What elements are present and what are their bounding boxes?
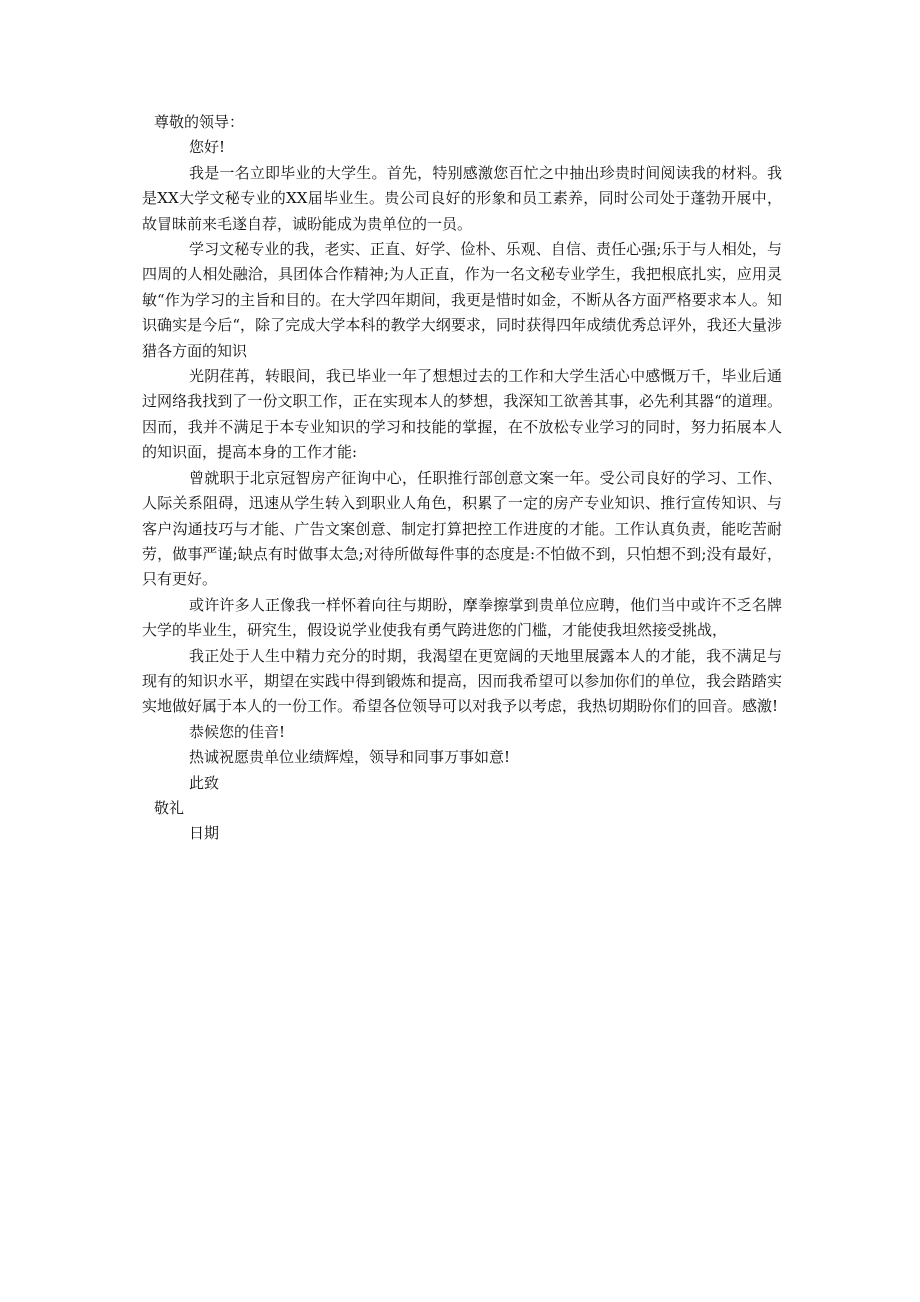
closing-regards: 敬礼 [154, 798, 185, 817]
paragraph-intro: 我是一名立即毕业的大学生。首先，特别感激您百忙之中抽出珍贵时间阅读我的材料。我是XX大学文秘专业的XX届毕业生。贵公司良好的形象和员工素养，同时公司处于蓬勃开展中，故冒昧前来毛遂自荐，诚盼能成为贵单位的一员。 [142, 163, 782, 233]
date-label: 日期 [189, 824, 220, 843]
greeting: 您好! [189, 138, 226, 157]
paragraph-competition: 或许许多人正像我一样怀着向往与期盼，摩拳擦掌到贵单位应聘，他们当中或许不乏名牌大学的毕业生，研究生，假设说学业使我有勇气跨进您的门槛，才能使我坦然接受挑战， [142, 595, 782, 640]
closing-wishes: 热诚祝愿贵单位业绩辉煌，领导和同事万事如意! [189, 748, 511, 767]
letter-body [142, 110, 782, 847]
paragraph-study: 学习文秘专业的我，老实、正直、好学、俭朴、乐观、自信、责任心强;乐于与人相处，与四周的人相处融洽，具团体合作精神;为人正直，作为一名文秘专业学生，我把根底扎实，应用灵敏“作为学习的主旨和目的。在大学四年期间，我更是惜时如金，不断从各方面严格要求本人。知识确实是今后“，除了完成大学本科的教学大纲要求，同时获得四年成绩优秀总评外，我还大量涉猎各方面的知识 [142, 240, 782, 360]
salutation: 尊敬的领导： [154, 113, 245, 131]
closing-cizhi: 此致 [189, 773, 220, 792]
paragraph-graduation: 光阴荏苒，转眼间，我已毕业一年了想想过去的工作和大学生活心中感慨万千，毕业后通过网络我找到了一份文职工作，正在实现本人的梦想，我深知工欲善其事，必先利其器“的道理。因而，我并不满足于本专业知识的学习和技能的掌握，在不放松专业学习的同时，努力拓展本人的知识面，提高本身的工作才能: [142, 367, 782, 462]
paragraph-aspiration: 我正处于人生中精力充分的时期，我渴望在更宽阔的天地里展露本人的才能，我不满足与现有的知识水平，期望在实践中得到锻炼和提高，因而我希望可以参加你们的单位，我会踏踏实实地做好属于本人的一份工作。希望各位领导可以对我予以考虑，我热切期盼你们的回音。感激! [142, 646, 782, 716]
paragraph-experience: 曾就职于北京冠智房产征询中心，任职推行部创意文案一年。受公司良好的学习、工作、人际关系阻碍，迅速从学生转入到职业人角色，积累了一定的房产专业知识、推行宣传知识、与客户沟通技巧与才能、广告文案创意、制定打算把控工作进度的才能。工作认真负责，能吃苦耐劳，做事严谨;缺点有时做事太急;对待所做每件事的态度是:不怕做不到，只怕想不到;没有最好，只有更好。 [142, 468, 782, 589]
closing-await: 恭候您的佳音! [189, 722, 286, 741]
